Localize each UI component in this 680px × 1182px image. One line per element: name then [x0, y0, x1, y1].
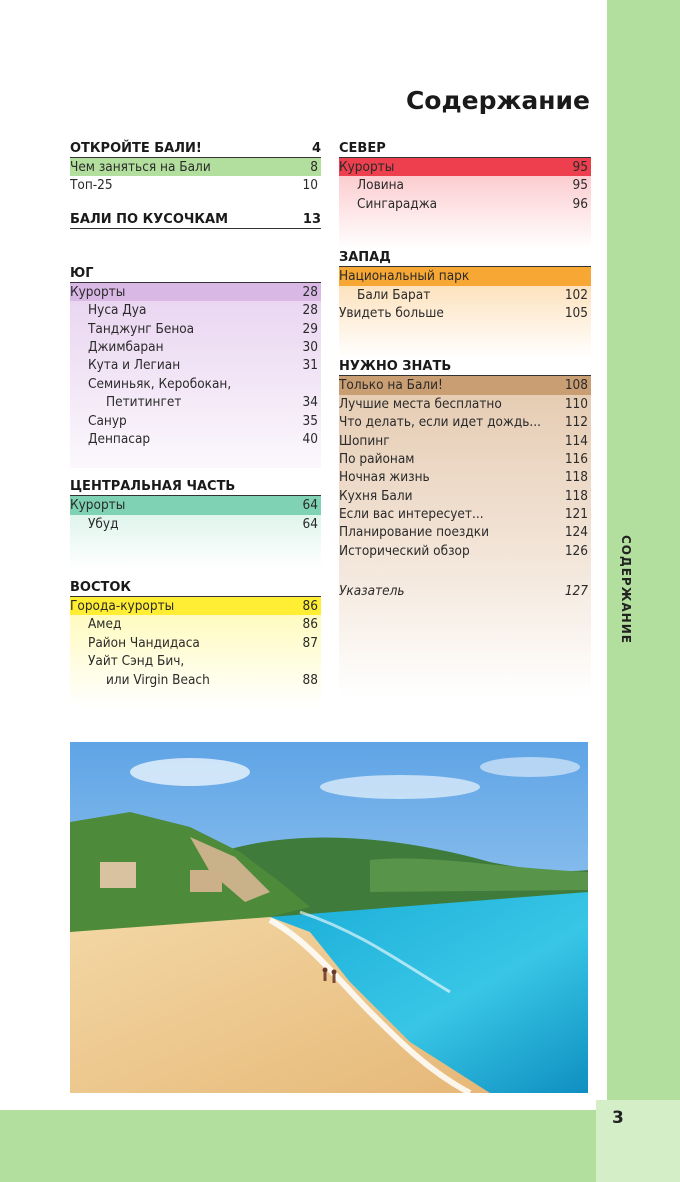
- toc-entry[interactable]: Шопинг 114: [339, 432, 588, 449]
- toc-entry[interactable]: Планирование поездки 124: [339, 524, 588, 541]
- toc-entry[interactable]: Ловина 95: [357, 177, 588, 194]
- section-heading[interactable]: [339, 249, 591, 267]
- toc-entry-index[interactable]: Указатель 127: [339, 583, 588, 600]
- section-heading[interactable]: [339, 140, 591, 158]
- section-title: ВОСТОК: [70, 580, 132, 596]
- section-heading[interactable]: [70, 579, 321, 597]
- toc-section-north: [339, 140, 591, 249]
- section-heading[interactable]: [70, 140, 321, 158]
- toc-entry-highlight[interactable]: Только на Бали! 108: [339, 376, 591, 394]
- side-section-label: СОДЕРЖАНИЕ: [619, 535, 633, 644]
- section-title: ЗАПАД: [339, 250, 391, 266]
- toc-entry[interactable]: Лучшие места бесплатно 110: [339, 395, 588, 412]
- toc-entry[interactable]: Уайт Сэнд Бич,: [88, 653, 185, 670]
- toc-entry[interactable]: Что делать, если идет дождь... 112: [339, 414, 588, 431]
- toc-entry[interactable]: Сингараджа 96: [357, 195, 588, 212]
- toc-entry[interactable]: Денпасар 40: [88, 430, 318, 447]
- toc-entry[interactable]: Убуд 64: [88, 515, 318, 532]
- section-heading[interactable]: [70, 211, 321, 229]
- toc-section-pieces: [70, 211, 321, 229]
- section-heading[interactable]: [339, 358, 591, 376]
- section-title: ОТКРОЙТЕ БАЛИ!: [70, 141, 202, 156]
- toc-entry[interactable]: Джимбаран 30: [88, 338, 318, 355]
- page-title: Содержание: [405, 86, 590, 115]
- section-title: БАЛИ ПО КУСОЧКАМ: [70, 211, 228, 227]
- section-page: 4: [311, 141, 321, 156]
- toc-entry[interactable]: Исторический обзор 126: [339, 542, 588, 559]
- toc-entry-highlight[interactable]: Чем заняться на Бали 8: [70, 158, 321, 176]
- toc-entry-highlight[interactable]: Курорты 64: [70, 496, 321, 514]
- toc-entry[interactable]: или Virgin Beach 88: [106, 671, 318, 688]
- toc-entry[interactable]: Амед 86: [88, 616, 318, 633]
- toc-entry[interactable]: Семиньяк, Керобокан,: [88, 375, 232, 392]
- section-heading[interactable]: [70, 478, 321, 496]
- toc-entry-highlight[interactable]: Города-курорты 86: [70, 597, 321, 615]
- toc-entry[interactable]: По районам 116: [339, 450, 588, 467]
- toc-entry[interactable]: Нуса Дуа 28: [88, 302, 318, 319]
- page-number-box: [596, 1100, 680, 1182]
- toc-entry-highlight[interactable]: Курорты 28: [70, 283, 321, 301]
- section-title: ЦЕНТРАЛЬНАЯ ЧАСТЬ: [70, 479, 236, 495]
- section-heading[interactable]: [70, 265, 321, 283]
- toc-entry[interactable]: Увидеть больше 105: [339, 304, 588, 321]
- toc-entry-highlight[interactable]: Национальный парк: [339, 267, 591, 285]
- page-number: 3: [612, 1108, 624, 1128]
- toc-left-column: [70, 140, 321, 709]
- toc-entry[interactable]: Танджунг Беноа 29: [88, 320, 318, 337]
- bottom-band: [0, 1110, 596, 1182]
- section-title: НУЖНО ЗНАТЬ: [339, 359, 452, 375]
- toc-section-need-to-know: [339, 358, 591, 696]
- toc-right-column: [339, 140, 591, 697]
- toc-entry[interactable]: Санур 35: [88, 412, 318, 429]
- toc-section-south: [70, 265, 321, 469]
- toc-section-west: [339, 249, 591, 358]
- section-title: ЮГ: [70, 265, 94, 281]
- toc-section-discover: [70, 140, 321, 195]
- toc-entry[interactable]: Петитингет 34: [106, 394, 318, 411]
- section-title: СЕВЕР: [339, 141, 386, 156]
- toc-entry[interactable]: Кухня Бали 118: [339, 487, 588, 504]
- toc-entry[interactable]: Район Чандидаса 87: [88, 634, 318, 651]
- beach-photo: [70, 742, 588, 1093]
- toc-section-east: [70, 579, 321, 709]
- toc-entry[interactable]: Ночная жизнь 118: [339, 469, 588, 486]
- section-page: 13: [302, 211, 321, 227]
- toc-section-central: [70, 478, 321, 569]
- toc-entry[interactable]: Бали Барат 102: [357, 286, 588, 303]
- toc-entry[interactable]: Топ-25 10: [70, 177, 318, 194]
- toc-entry[interactable]: Кута и Легиан 31: [88, 357, 318, 374]
- toc-entry-highlight[interactable]: Курорты 95: [339, 158, 591, 176]
- toc-entry[interactable]: Если вас интересует... 121: [339, 506, 588, 523]
